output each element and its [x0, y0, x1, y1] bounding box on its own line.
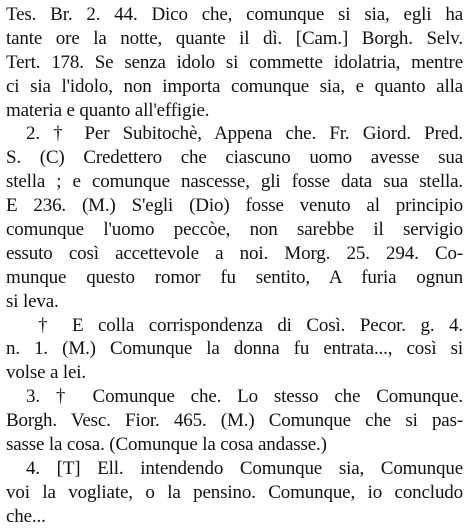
- text-line-4: ci sia l'idolo, non importa comunque sia, e quanto alla: [6, 75, 463, 97]
- text-line-13: si leva.: [6, 290, 59, 312]
- subsection-heading-line: † E colla corrispondenza di Così. Pecor. g. 4.: [38, 314, 463, 336]
- text-line-19: sasse la cosa. (Comunque la cosa andasse.): [6, 434, 327, 456]
- text-line-7: S. (C) Credettero che ciascuno uomo avesse sua: [6, 147, 463, 169]
- text-line-12: munque questo romor fu sentito, A furia ognun: [6, 266, 463, 288]
- text-line-5: materia e quanto all'effigie.: [6, 99, 210, 121]
- text-line-22: che...: [6, 505, 46, 527]
- section-4-heading-line: 4. [T] Ell. intendendo Comunque sia, Comunque: [26, 457, 463, 479]
- section-3-heading-line: 3. † Comunque che. Lo stesso che Comunque.: [26, 386, 463, 408]
- section-2-heading-line: 2. † Per Subitochè, Appena che. Fr. Giord. Pred.: [26, 123, 463, 145]
- text-line-16: volse a lei.: [6, 362, 86, 384]
- text-line-18: Borgh. Vesc. Fior. 465. (M.) Comunque che si pas-: [6, 410, 463, 432]
- text-line-9: E 236. (M.) S'egli (Dio) fosse venuto al principio: [6, 195, 463, 217]
- text-line-15: n. 1. (M.) Comunque la donna fu entrata..., così si: [6, 338, 463, 360]
- text-line-10: comunque l'uomo peccòe, non sarebbe il servigio: [6, 219, 463, 241]
- text-line-2: tante ore la notte, quante il dì. [Cam.] Borgh. Selv.: [6, 27, 463, 49]
- text-line-8: stella ; e comunque nascesse, gli fosse data sua stella.: [6, 171, 463, 193]
- text-line-3: Tert. 178. Se senza idolo si commette idolatria, mentre: [6, 51, 463, 73]
- text-line-11: essuto così accettevole a noi. Morg. 25. 294. Co-: [6, 242, 463, 264]
- text-line-1: Tes. Br. 2. 44. Dico che, comunque si sia, egli ha: [6, 4, 463, 25]
- text-line-21: voi la vogliate, o la pensino. Comunque, io concludo: [6, 481, 463, 503]
